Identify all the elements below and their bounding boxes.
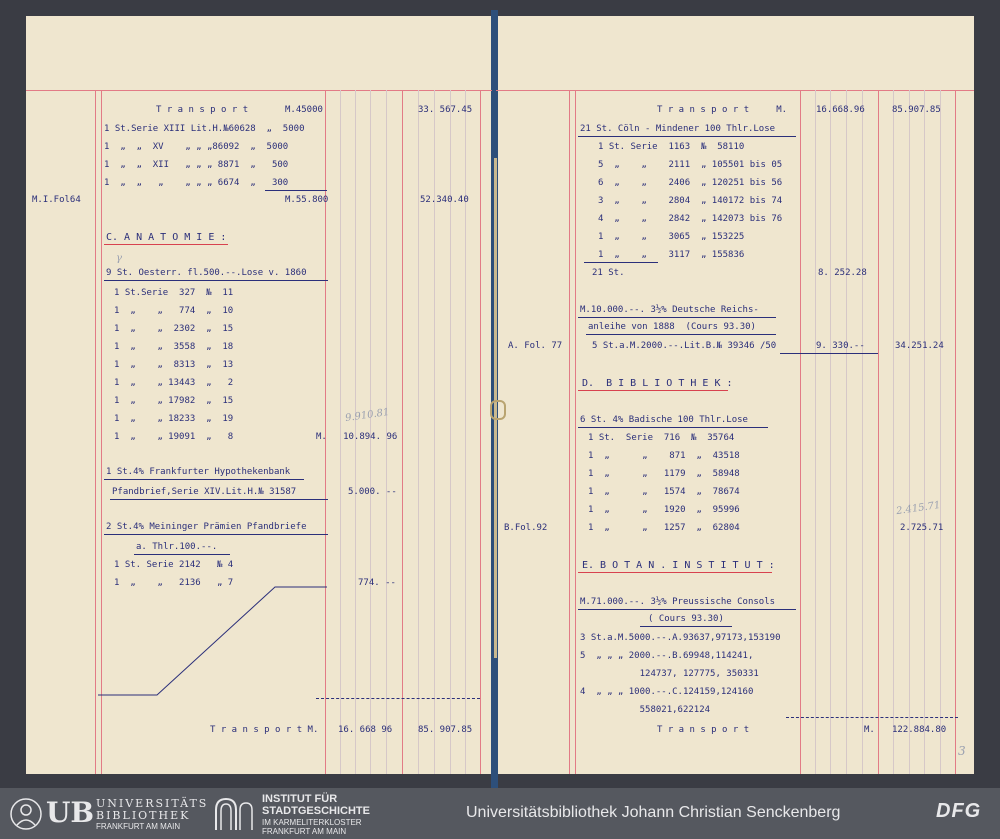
consols-row: 3 St.a.M.5000.--.A.93637,97173,153190 [580,633,781,643]
sum-underline [780,353,878,354]
baden-total: 2.725.71 [900,523,944,533]
bottom-transport-total: 85. 907.85 [418,725,473,735]
meininger-line-2: a. Thlr.100.--. [136,542,218,552]
consols-row: 558021,622124 [580,705,711,715]
consols-row: 4 „ „ „ 1000.--.C.124159,124160 [580,687,754,697]
consols-row: 5 „ „ „ 2000.--.B.69948,114241, [580,651,754,661]
heading-underline [104,479,304,480]
sum-underline [265,190,327,191]
heading-underline [578,136,796,137]
heading-underline [586,334,776,335]
faint-rule [893,90,894,774]
ub-line-2: BIBLIOTHEK [96,809,191,822]
reich-folio-reference: A. Fol. 77 [508,341,563,351]
transport-amount: M.45000 [285,105,323,115]
consols-line-2: ( Cours 93.30) [648,614,724,624]
faint-rule [924,90,925,774]
coeln-row: 6 „ „ 2406 „ 120251 bis 56 [598,178,783,188]
reich-line-2: anleihe von 1888 (Cours 93.30) [588,322,756,332]
heading-underline [640,626,732,627]
heading-underline [110,499,328,500]
pencil-sum: 9.910.81 [344,406,391,425]
coeln-row: 5 „ „ 2111 „ 105501 bis 05 [598,160,783,170]
oesterr-row: 1 „ „ 18233 „ 19 [114,414,234,424]
oesterr-row: 1 „ „ 17982 „ 15 [114,396,234,406]
margin-rule [569,90,570,774]
consols-row: 124737, 127775, 350331 [580,669,759,679]
reich-row: 5 St.a.M.2000.--.Lit.B.№ 39346 /50 [592,341,777,351]
reich-amount: 9. 330.-- [816,341,865,351]
margin-rule [575,90,576,774]
baden-row: 1 „ „ 871 „ 43518 [588,451,740,461]
oesterr-row: 1 „ „ 2302 „ 15 [114,324,234,334]
baden-row: 1 „ „ 1574 „ 78674 [588,487,740,497]
oesterr-row: 1 „ „ 774 „ 10 [114,306,234,316]
baden-folio-reference: B.Fol.92 [504,523,548,533]
section-c-heading: C. A N A T O M I E : [106,232,227,243]
section-underline [104,244,228,245]
faint-rule [450,90,451,774]
isg-arches-icon [214,796,254,832]
coeln-amount: 8. 252.28 [818,268,867,278]
binding-knot [490,400,506,420]
subtotal-amount: M.55.800 [285,195,329,205]
baden-heading: 6 St. 4% Badische 100 Thlr.Lose [580,415,748,425]
faint-rule [846,90,847,774]
count-underline [584,262,658,263]
dfg-logo: DFG [936,800,982,822]
oesterr-row: 1 „ „ 19091 „ 8 [114,432,234,442]
baden-row: 1 „ „ 1257 „ 62804 [588,523,740,533]
ub-logo: UB [46,796,95,829]
column-rule [480,90,481,774]
coeln-count: 21 St. [592,268,625,278]
section-underline [578,572,772,573]
column-rule [878,90,879,774]
coeln-row: 3 „ „ 2804 „ 140172 bis 74 [598,196,783,206]
footer-center-title: Universitätsbibliothek Johann Christian Senckenberg [466,804,841,821]
oesterr-row: 1 „ „ 3558 „ 18 [114,342,234,352]
meininger-row: 1 St. Serie 2142 № 4 [114,560,234,570]
ledger-header-rule [496,90,974,91]
faint-rule [862,90,863,774]
consols-line-1: M.71.000.--. 3½% Preussische Consols [580,597,776,607]
heading-underline [104,534,328,535]
transport-amount: 16.668.96 [816,105,865,115]
section-e-heading: E. B O T A N . I N S T I T U T : [582,560,775,571]
bottom-transport-amount: 16. 668 96 [338,725,393,735]
heading-underline [578,427,768,428]
total-dashed-rule [786,717,958,718]
coeln-row: 1 St. Serie 1163 № 58110 [598,142,745,152]
cancel-stroke [95,580,330,700]
bottom-transport-currency: M. [864,725,875,735]
lose-row: 1 „ „ „ „ „ „ 6674 „ 300 [104,178,289,188]
baden-row: 1 „ „ 1920 „ 95996 [588,505,740,515]
isg-line-1: INSTITUT FÜR [262,793,338,805]
faint-rule [940,90,941,774]
faint-rule [830,90,831,774]
coeln-heading: 21 St. Cöln - Mindener 100 Thlr.Lose [580,124,776,134]
lose-row: 1 „ „ XII „ „ „ 8871 „ 500 [104,160,289,170]
bottom-transport-total: 122.884.80 [892,725,947,735]
column-rule [955,90,956,774]
reich-total: 34.251.24 [895,341,944,351]
frankfurt-line-1: 1 St.4% Frankfurter Hypothekenbank [106,467,291,477]
ub-line-3: FRANKFURT AM MAIN [96,822,181,831]
page-number: 3 [958,744,966,758]
isg-line-4: FRANKFURT AM MAIN [262,827,347,836]
heading-underline [578,609,796,610]
heading-underline [104,280,328,281]
meininger-amount: 774. -- [358,578,396,588]
coeln-row: 4 „ „ 2842 „ 142073 bis 76 [598,214,783,224]
oesterr-amount: M. 10.894. 96 [316,432,398,442]
lose-row: 1 „ „ XV „ „ „86092 „ 5000 [104,142,289,152]
total-dashed-rule [316,698,480,699]
coeln-row: 1 „ „ 3117 „ 155836 [598,250,745,260]
frankfurt-amount: 5.000. -- [348,487,397,497]
faint-rule [465,90,466,774]
oesterr-heading: 9 St. Oesterr. fl.500.--.Lose v. 1860 [106,268,307,278]
oesterr-row: 1 „ „ 13443 „ 2 [114,378,234,388]
meininger-row: 1 „ „ 2136 „ 7 [114,578,234,588]
meininger-line-1: 2 St.4% Meininger Prämien Pfandbriefe [106,522,307,532]
oesterr-row: 1 „ „ 8313 „ 13 [114,360,234,370]
oesterr-row: 1 St.Serie 327 № 11 [114,288,234,298]
footer-bar [0,788,1000,839]
pencil-mark: γ [116,253,122,264]
faint-rule [434,90,435,774]
bottom-transport-label: T r a n s p o r t [657,725,750,735]
faint-rule [418,90,419,774]
transport-total: 85.907.85 [892,105,941,115]
faint-rule [909,90,910,774]
frankfurt-line-2: Pfandbrief,Serie XIV.Lit.H.№ 31587 [112,487,297,497]
ub-line-1: UNIVERSITÄTS [96,797,209,810]
section-d-heading: D. B I B L I O T H E K : [582,378,733,389]
transport-label: T r a n s p o r t [156,105,249,115]
bottom-transport-label: T r a n s p o r t M. [210,725,319,735]
section-underline [578,390,728,391]
heading-underline [134,554,230,555]
ub-seal-icon [10,797,42,831]
folio-reference: M.I.Fol64 [32,195,81,205]
transport-label: T r a n s p o r t M. [657,105,788,115]
transport-total: 33. 567.45 [418,105,473,115]
heading-underline [578,317,776,318]
coeln-row: 1 „ „ 3065 „ 153225 [598,232,745,242]
pencil-sum: 2.415.71 [895,499,942,518]
reich-line-1: M.10.000.--. 3½% Deutsche Reichs- [580,305,759,315]
baden-row: 1 „ „ 1179 „ 58948 [588,469,740,479]
isg-line-3: IM KARMELITERKLOSTER [262,818,362,827]
subtotal-total: 52.340.40 [420,195,469,205]
lose-row: 1 St.Serie XIII Lit.H.№60628 „ 5000 [104,124,305,134]
baden-row: 1 St. Serie 716 № 35764 [588,433,735,443]
column-rule [402,90,403,774]
isg-line-2: STADTGESCHICHTE [262,805,370,817]
column-rule [800,90,801,774]
faint-rule [815,90,816,774]
